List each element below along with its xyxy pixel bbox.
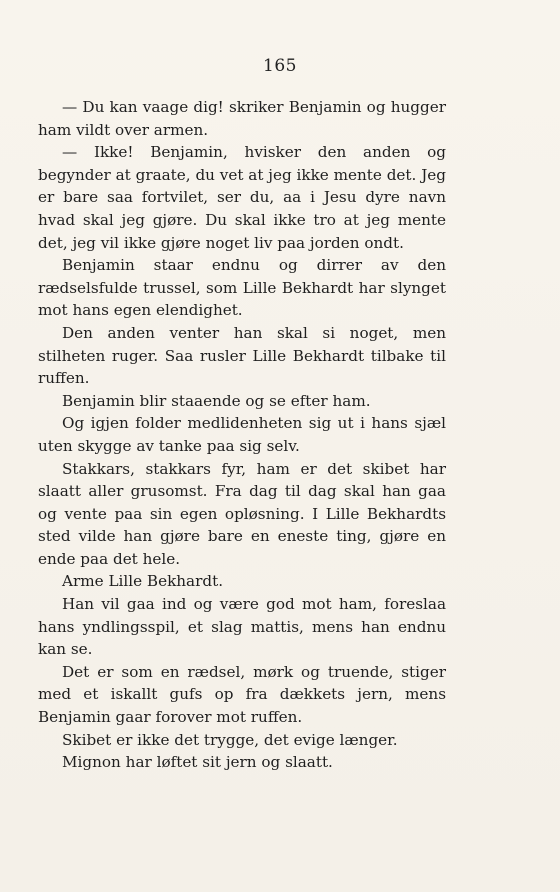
- paragraph-3: Benjamin staar endnu og dirrer av den rædselsfulde trussel, som Lille Bekhardt har slynget mot hans egen elendighet.: [38, 256, 446, 320]
- paragraph-5: Benjamin blir staaende og se efter ham.: [62, 391, 371, 410]
- body-text: [38, 96, 446, 774]
- page-number: 165: [263, 56, 297, 76]
- paragraph-12: Mignon har løftet sit jern og slaatt.: [62, 753, 333, 772]
- paragraph-11: Skibet er ikke det trygge, det evige længer.: [62, 730, 398, 749]
- paragraph-2: — Ikke! Benjamin, hvisker den anden og begynder at graate, du vet at jeg ikke mente det. Jeg er bare saa fortvilet, ser du, aa i Jesu dyre navn hvad skal jeg gjøre. Du skal ikke tro at jeg mente det, jeg vil ikke gjøre noget liv paa jorden ondt.: [38, 143, 446, 252]
- paragraph-7: Stakkars, stakkars fyr, ham er det skibet har slaatt aller grusomst. Fra dag til dag skal han gaa og vente paa sin egen opløsning. I Lille Bekhardts sted vilde han gjøre bare en eneste ting, gjøre en ende paa det hele.: [38, 459, 446, 568]
- paragraph-10: Det er som en rædsel, mørk og truende, stiger med et iskallt gufs op fra dækkets jern, mens Benjamin gaar forover mot ruffen.: [38, 662, 446, 727]
- paragraph-4: Den anden venter han skal si noget, men stilheten ruger. Saa rusler Lille Bekhardt tilbake til ruffen.: [38, 323, 446, 388]
- paragraph-9: Han vil gaa ind og være god mot ham, foreslaa hans yndlingsspil, et slag mattis, mens han endnu kan se.: [38, 595, 446, 659]
- paragraph-6: Og igjen folder medlidenheten sig ut i hans sjæl uten skygge av tanke paa sig selv.: [38, 414, 446, 455]
- paragraph-1: — Du kan vaage dig! skriker Benjamin og hugger ham vildt over armen.: [38, 98, 446, 139]
- paragraph-8: Arme Lille Bekhardt.: [62, 572, 224, 591]
